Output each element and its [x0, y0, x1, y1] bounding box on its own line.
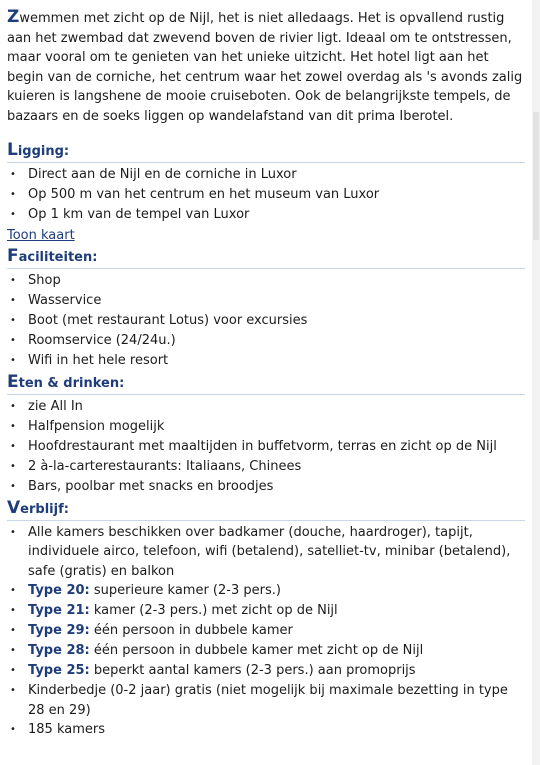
list-item-text: Alle kamers beschikken over badkamer (douche, haardroger), tapijt, individuele airco, telefoon, wifi (betalend), satelliet-tv, minibar (betalend), safe (gratis) en balkon: [28, 524, 511, 579]
room-type-label: Type 29:: [28, 623, 90, 639]
heading-cap: E: [7, 371, 19, 392]
list-item: [7, 291, 525, 311]
list-item: [7, 331, 525, 351]
list-item: [7, 417, 525, 437]
show-map-link[interactable]: Toon kaart: [7, 227, 75, 243]
bullet-icon: •: [10, 625, 16, 637]
list-item: [7, 271, 525, 291]
bullet-icon: •: [10, 168, 16, 180]
list-item: [7, 311, 525, 331]
list-item: [7, 185, 525, 205]
bullet-icon: •: [10, 208, 16, 220]
list-item-text: Op 500 m van het centrum en het museum van Luxor: [28, 186, 380, 202]
ligging-list: [7, 165, 525, 225]
list-item: [7, 641, 525, 661]
list-item: [7, 681, 525, 720]
list-item-text: Bars, poolbar met snacks en broodjes: [28, 478, 274, 494]
list-item-text: Direct aan de Nijl en de corniche in Luxor: [28, 166, 297, 182]
bullet-icon: •: [10, 294, 16, 306]
list-item: [7, 457, 525, 477]
heading-rest: igging:: [17, 143, 70, 159]
room-type-label: Type 21:: [28, 603, 90, 619]
room-type-text: kamer (2-3 pers.) met zicht op de Nijl: [89, 603, 338, 619]
intro-paragraph: [7, 8, 525, 127]
list-item-text: Op 1 km van de tempel van Luxor: [28, 206, 250, 222]
vertical-scrollbar[interactable]: [532, 0, 540, 765]
room-type-label: Type 28:: [28, 643, 90, 659]
bullet-icon: •: [10, 460, 16, 472]
bullet-icon: •: [10, 354, 16, 366]
bullet-icon: •: [10, 605, 16, 617]
list-item: [7, 205, 525, 225]
section-heading-verblijf: [7, 499, 525, 521]
bullet-icon: •: [10, 526, 16, 538]
heading-cap: F: [7, 245, 19, 266]
list-item-text: Shop: [28, 272, 61, 288]
bullet-icon: •: [10, 440, 16, 452]
bullet-icon: •: [10, 334, 16, 346]
room-type-label: Type 25:: [28, 663, 90, 679]
room-type-text: één persoon in dubbele kamer met zicht op de Nijl: [89, 643, 424, 659]
bullet-icon: •: [10, 314, 16, 326]
heading-cap: V: [7, 497, 21, 518]
heading-rest: aciliteiten:: [18, 249, 98, 265]
heading-rest: ten & drinken:: [18, 375, 125, 391]
list-item: [7, 601, 525, 621]
list-item: [7, 523, 525, 582]
heading-cap: L: [7, 139, 18, 160]
list-item-text: Kinderbedje (0-2 jaar) gratis (niet mogelijk bij maximale bezetting in type 28 en 29): [28, 683, 508, 718]
faciliteiten-list: [7, 271, 525, 371]
bullet-icon: •: [10, 685, 16, 697]
intro-dropcap: Z: [7, 7, 20, 27]
list-item-text: zie All In: [28, 398, 83, 414]
scrollbar-thumb[interactable]: [533, 112, 539, 240]
bullet-icon: •: [10, 645, 16, 657]
bullet-icon: •: [10, 665, 16, 677]
list-item: [7, 621, 525, 641]
list-item-text: Halfpension mogelijk: [28, 418, 165, 434]
list-item-text: Hoofdrestaurant met maaltijden in buffetvorm, terras en zicht op de Nijl: [28, 438, 497, 454]
list-item: [7, 477, 525, 497]
list-item-text: 2 à-la-carterestaurants: Italiaans, Chinees: [28, 458, 302, 474]
room-type-label: Type 20:: [28, 583, 90, 599]
list-item-text: 185 kamers: [28, 722, 105, 738]
bullet-icon: •: [10, 420, 16, 432]
bullet-icon: •: [10, 724, 16, 736]
hotel-description: [7, 8, 525, 740]
bullet-icon: •: [10, 274, 16, 286]
list-item-text: Wifi in het hele resort: [28, 352, 169, 368]
list-item: [7, 397, 525, 417]
room-type-text: één persoon in dubbele kamer: [89, 623, 293, 639]
heading-rest: erblijf:: [20, 501, 69, 517]
room-type-text: superieure kamer (2-3 pers.): [89, 583, 281, 599]
list-item: [7, 165, 525, 185]
list-item-text: Boot (met restaurant Lotus) voor excursies: [28, 312, 308, 328]
room-type-text: beperkt aantal kamers (2-3 pers.) aan promoprijs: [89, 663, 416, 679]
intro-text: wemmen met zicht op de Nijl, het is niet alledaags. Het is opvallend rustig aan het zwembad dat zwevend boven de rivier ligt. Ideaal om te ontstressen, maar vooral om te genieten van het unieke uitzicht. Het hotel ligt aan het begin van de corniche, het centrum waar het zowel overdag als 's avonds zalig kuieren is langshene de mooie cruiseboten. Ook de belangrijkste tempels, de bazaars en de soeks liggen op wandelafstand van dit prima Iberotel.: [7, 11, 523, 124]
section-heading-faciliteiten: [7, 247, 525, 269]
bullet-icon: •: [10, 400, 16, 412]
list-item-text: Wasservice: [28, 292, 102, 308]
list-item: [7, 720, 525, 740]
section-heading-ligging: [7, 141, 525, 163]
bullet-icon: •: [10, 188, 16, 200]
section-heading-eten: [7, 373, 525, 395]
bullet-icon: •: [10, 480, 16, 492]
verblijf-list: [7, 523, 525, 741]
list-item: [7, 581, 525, 601]
list-item: [7, 661, 525, 681]
list-item-text: Roomservice (24/24u.): [28, 332, 176, 348]
bullet-icon: •: [10, 585, 16, 597]
list-item: [7, 437, 525, 457]
eten-list: [7, 397, 525, 497]
list-item: [7, 351, 525, 371]
